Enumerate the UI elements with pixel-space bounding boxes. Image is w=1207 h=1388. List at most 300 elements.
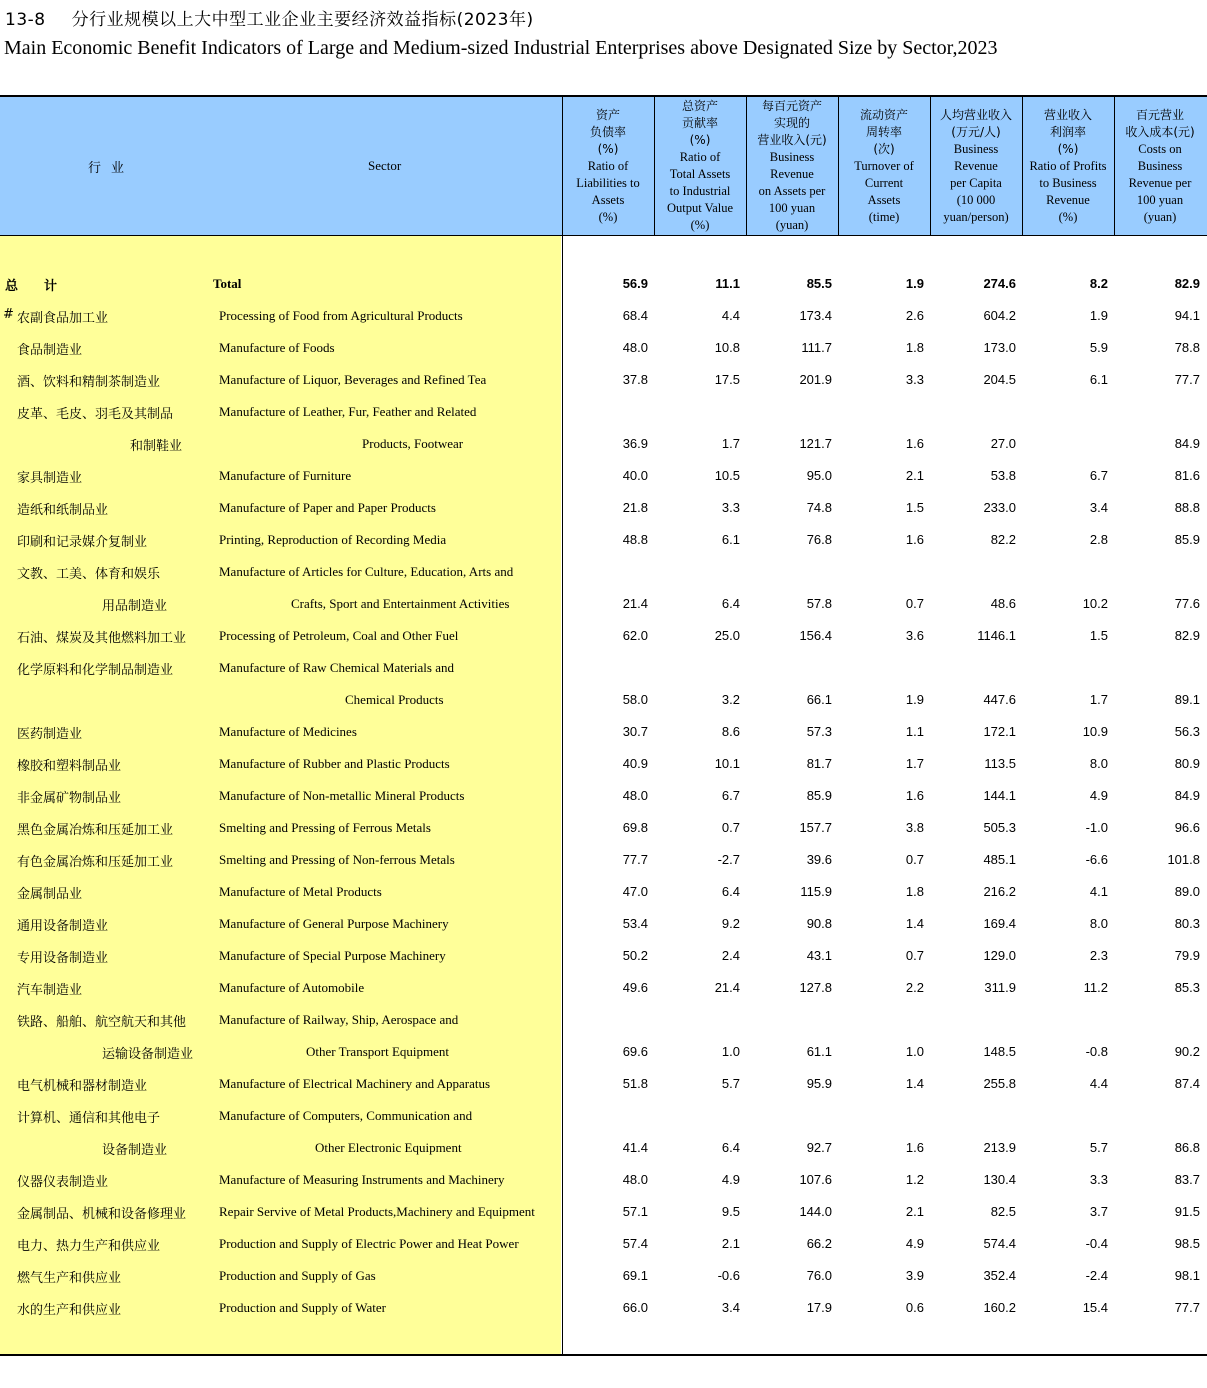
cell-value: 3.7 — [1089, 1204, 1108, 1219]
cell-value: 255.8 — [983, 1076, 1016, 1091]
table-row — [0, 268, 1207, 300]
cell-value: 1.0 — [721, 1044, 740, 1059]
row-label-en: Other Transport Equipment — [306, 1044, 449, 1059]
cell-value: 11.1 — [715, 276, 740, 291]
cell-value: 204.5 — [983, 372, 1016, 387]
row-label-cn: 电气机械和器材制造业 — [17, 1079, 148, 1094]
column-header-line: (yuan) — [775, 218, 809, 232]
table-number: 13-8 — [5, 10, 46, 30]
cell-value: 1.7 — [905, 756, 924, 771]
column-header-line: Assets — [591, 192, 625, 207]
header-sector-cn: 行业 — [88, 161, 135, 176]
cell-value: 144.0 — [799, 1204, 832, 1219]
cell-value: 574.4 — [983, 1236, 1016, 1251]
bottom-rule — [0, 1354, 1207, 1356]
cell-value: 76.8 — [806, 532, 832, 547]
cell-value: 113.5 — [984, 756, 1016, 771]
cell-value: 90.8 — [806, 916, 832, 931]
cell-value: 157.7 — [799, 820, 832, 835]
table-row — [0, 1068, 1207, 1100]
column-header-line: (yuan) — [1143, 209, 1177, 224]
cell-value: 86.8 — [1174, 1140, 1200, 1155]
row-label-cn: 计算机、通信和其他电子 — [17, 1111, 161, 1126]
cell-value: 11.2 — [1083, 980, 1108, 995]
cell-value: 85.5 — [806, 276, 832, 291]
table-row — [0, 844, 1207, 876]
cell-value: 91.5 — [1174, 1204, 1200, 1219]
row-label-en: Manufacture of Foods — [219, 340, 335, 355]
column-header-line: 100 yuan — [1136, 192, 1184, 207]
row-label-en: Manufacture of Non-metallic Mineral Products — [219, 788, 465, 803]
row-label-en: Smelting and Pressing of Non-ferrous Metals — [219, 852, 455, 867]
cell-value: 4.9 — [721, 1172, 740, 1187]
row-label-en: Manufacture of General Purpose Machinery — [219, 916, 449, 931]
cell-value: 5.9 — [1089, 340, 1108, 355]
row-label-en: Manufacture of Articles for Culture, Education, Arts and — [219, 564, 514, 579]
title-cn-text: 分行业规模以上大中型工业企业主要经济效益指标(2023年) — [71, 10, 534, 30]
table-row — [0, 332, 1207, 364]
table-row — [0, 364, 1207, 396]
table-row — [0, 1164, 1207, 1196]
cell-value: 4.4 — [721, 308, 740, 323]
cell-value: 6.4 — [721, 884, 740, 899]
cell-value: 96.6 — [1174, 820, 1200, 835]
cell-value: 48.0 — [622, 788, 648, 803]
cell-value: 1.2 — [905, 1172, 924, 1187]
table-row — [0, 620, 1207, 652]
cell-value: 233.0 — [983, 500, 1016, 515]
column-header-line: (time) — [868, 209, 900, 224]
cell-value: 0.7 — [905, 948, 924, 963]
column-header-line: per Capita — [950, 175, 1002, 190]
row-label-en: Printing, Reproduction of Recording Media — [219, 532, 447, 547]
cell-value: 6.7 — [721, 788, 740, 803]
row-label-cn: 和制鞋业 — [130, 439, 183, 454]
column-header-line: Ratio of Profits — [1029, 158, 1107, 173]
cell-value: 15.4 — [1082, 1300, 1108, 1315]
row-label-cn: 黑色金属冶炼和压延加工业 — [17, 823, 174, 838]
cell-value: 98.5 — [1174, 1236, 1200, 1251]
cell-value: 76.0 — [806, 1268, 832, 1283]
cell-value: 2.4 — [721, 948, 740, 963]
table-row — [0, 972, 1207, 1004]
cell-value: 57.8 — [806, 596, 832, 611]
table-title-cn — [5, 5, 534, 30]
table-row — [0, 1260, 1207, 1292]
cell-value: 37.8 — [622, 372, 648, 387]
column-header-line: (万元/人) — [951, 124, 1001, 139]
table-row — [0, 460, 1207, 492]
row-label-cn: 造纸和纸制品业 — [17, 503, 109, 518]
cell-value: 74.8 — [806, 500, 832, 515]
cell-value: 8.0 — [1089, 916, 1108, 931]
cell-value: 1.7 — [1089, 692, 1108, 707]
cell-value: 95.9 — [806, 1076, 832, 1091]
cell-value: 78.8 — [1174, 340, 1200, 355]
column-header-line: on Assets per — [758, 184, 826, 198]
header-rule — [0, 235, 1207, 236]
column-header-line: Ratio of — [587, 158, 629, 173]
cell-value: 169.4 — [983, 916, 1016, 931]
column-header-line: 总资产 — [681, 99, 718, 113]
row-label-cn: 金属制品、机械和设备修理业 — [17, 1207, 187, 1222]
cell-value: -6.6 — [1085, 852, 1108, 867]
cell-value: 21.4 — [714, 980, 740, 995]
header-sector-en: Sector — [368, 158, 402, 173]
cell-value: 2.6 — [905, 308, 924, 323]
cell-value: 9.2 — [721, 916, 740, 931]
cell-value: 88.8 — [1174, 500, 1200, 515]
cell-value: 604.2 — [983, 308, 1016, 323]
cell-value: 9.5 — [721, 1204, 740, 1219]
row-label-cn: 农副食品加工业 — [17, 311, 109, 326]
table-row — [0, 876, 1207, 908]
cell-value: 0.6 — [905, 1300, 924, 1315]
cell-value: 4.1 — [1089, 884, 1108, 899]
cell-value: 92.7 — [806, 1140, 832, 1155]
row-label-cn: 酒、饮料和精制茶制造业 — [17, 375, 161, 390]
row-label-en: Manufacture of Raw Chemical Materials and — [219, 660, 454, 675]
cell-value: 213.9 — [983, 1140, 1016, 1155]
cell-value: 10.9 — [1082, 724, 1108, 739]
table-row — [0, 492, 1207, 524]
column-header-line: 百元营业 — [1135, 107, 1184, 122]
column-divider — [562, 97, 563, 1354]
column-header-line: (%) — [1057, 141, 1079, 156]
cell-value: 201.9 — [799, 372, 832, 387]
cell-value: 3.2 — [721, 692, 740, 707]
column-divider — [654, 97, 655, 235]
cell-value: 49.6 — [622, 980, 648, 995]
cell-value: 107.6 — [799, 1172, 832, 1187]
table-row — [0, 556, 1207, 588]
cell-value: 69.1 — [622, 1268, 648, 1283]
column-header-line: Costs on — [1138, 141, 1182, 156]
row-label-en: Manufacture of Railway, Ship, Aerospace and — [219, 1012, 459, 1027]
row-label-cn: 水的生产和供应业 — [17, 1303, 122, 1318]
cell-value: 2.8 — [1089, 532, 1108, 547]
cell-value: 4.9 — [1089, 788, 1108, 803]
row-label-cn: 专用设备制造业 — [17, 951, 109, 966]
cell-value: 10.8 — [714, 340, 740, 355]
row-label-en: Production and Supply of Gas — [219, 1268, 376, 1283]
row-label-en: Manufacture of Metal Products — [219, 884, 382, 899]
cell-value: 1.9 — [1089, 308, 1108, 323]
row-label-cn: 用品制造业 — [102, 599, 168, 614]
column-header — [930, 99, 1022, 233]
table-row — [0, 524, 1207, 556]
cell-value: 3.3 — [1089, 1172, 1108, 1187]
cell-value: 3.4 — [721, 1300, 740, 1315]
cell-value: 66.0 — [622, 1300, 648, 1315]
column-header-line: Liabilities to — [576, 175, 640, 190]
cell-value: 1.5 — [905, 500, 924, 515]
row-label-en: Manufacture of Measuring Instruments and Machinery — [219, 1172, 505, 1187]
cell-value: 4.9 — [905, 1236, 924, 1251]
cell-value: 77.7 — [622, 852, 648, 867]
cell-value: 1.6 — [905, 788, 924, 803]
cell-value: 68.4 — [622, 308, 648, 323]
row-label-cn: 通用设备制造业 — [17, 919, 109, 934]
cell-value: 1.6 — [905, 532, 924, 547]
column-header — [654, 99, 746, 233]
cell-value: 111.7 — [801, 340, 832, 355]
column-header-line: 营业收入 — [1043, 107, 1092, 122]
cell-value: 61.1 — [806, 1044, 832, 1059]
cell-value: 80.9 — [1174, 756, 1200, 771]
row-label-en: Manufacture of Computers, Communication and — [219, 1108, 473, 1123]
table-row — [0, 1292, 1207, 1324]
column-header-line: Revenue — [770, 167, 814, 181]
row-label-en: Products, Footwear — [362, 436, 464, 451]
row-label-en: Smelting and Pressing of Ferrous Metals — [219, 820, 431, 835]
cell-value: 89.1 — [1174, 692, 1200, 707]
table-row — [0, 812, 1207, 844]
row-label-cn: 铁路、船舶、航空航天和其他 — [17, 1015, 187, 1030]
cell-value: 1.6 — [905, 1140, 924, 1155]
cell-value: 3.9 — [905, 1268, 924, 1283]
cell-value: 48.0 — [622, 340, 648, 355]
column-header-line: (%) — [690, 218, 710, 232]
table-row — [0, 716, 1207, 748]
cell-value: 274.6 — [983, 276, 1016, 291]
cell-value: 1.4 — [905, 916, 924, 931]
cell-value: -2.4 — [1085, 1268, 1108, 1283]
row-label-cn: 化学原料和化学制品制造业 — [17, 663, 174, 678]
column-header-line: Current — [864, 175, 904, 190]
cell-value: 4.4 — [1089, 1076, 1108, 1091]
cell-value: 0.7 — [905, 596, 924, 611]
cell-value: 2.3 — [1089, 948, 1108, 963]
column-header-line: (%) — [1058, 209, 1078, 224]
cell-value: 485.1 — [983, 852, 1016, 867]
cell-value: 39.6 — [806, 852, 832, 867]
column-header-line: 资产 — [595, 107, 620, 122]
cell-value: 69.6 — [622, 1044, 648, 1059]
row-label-cn: 非金属矿物制品业 — [17, 791, 122, 806]
row-label-cn: 医药制造业 — [17, 727, 83, 742]
row-label-cn: 石油、煤炭及其他燃料加工业 — [17, 631, 187, 646]
cell-value: 17.5 — [714, 372, 740, 387]
row-label-cn: 运输设备制造业 — [102, 1047, 194, 1062]
cell-value: 311.9 — [984, 980, 1016, 995]
cell-value: 30.7 — [622, 724, 648, 739]
cell-value: 10.2 — [1082, 596, 1108, 611]
cell-value: 36.9 — [622, 436, 648, 451]
cell-value: 41.4 — [622, 1140, 648, 1155]
column-header-line: (%) — [689, 133, 711, 147]
table-row — [0, 1228, 1207, 1260]
column-header-line: Business — [1137, 158, 1183, 173]
row-label-cn: 电力、热力生产和供应业 — [17, 1239, 161, 1254]
cell-value: -0.6 — [717, 1268, 740, 1283]
cell-value: 40.9 — [622, 756, 648, 771]
cell-value: -2.7 — [717, 852, 740, 867]
column-header-line: 实现的 — [773, 116, 810, 130]
cell-value: 57.1 — [622, 1204, 648, 1219]
table-row — [0, 1196, 1207, 1228]
cell-value: 1.9 — [905, 692, 924, 707]
cell-value: 57.4 — [622, 1236, 648, 1251]
cell-value: 84.9 — [1174, 788, 1200, 803]
cell-value: 5.7 — [1089, 1140, 1108, 1155]
cell-value: 53.8 — [990, 468, 1016, 483]
row-label-en: Manufacture of Liquor, Beverages and Refined Tea — [219, 372, 487, 387]
column-header-line: Revenue per — [1128, 175, 1192, 190]
cell-value: 10.1 — [714, 756, 740, 771]
column-header-line: yuan/person) — [943, 209, 1009, 224]
row-label-en: Manufacture of Electrical Machinery and Apparatus — [219, 1076, 491, 1091]
column-header-line: Business — [769, 150, 815, 164]
cell-value: 94.1 — [1174, 308, 1200, 323]
row-label-cn: 皮革、毛皮、羽毛及其制品 — [17, 407, 174, 422]
cell-value: 352.4 — [983, 1268, 1016, 1283]
row-label-cn: 金属制品业 — [17, 887, 83, 902]
cell-value: 98.1 — [1174, 1268, 1200, 1283]
row-label-cn: 仪器仪表制造业 — [17, 1175, 109, 1190]
row-label-cn: 家具制造业 — [17, 471, 83, 486]
cell-value: 27.0 — [990, 436, 1016, 451]
cell-value: 130.4 — [983, 1172, 1016, 1187]
table-row — [0, 780, 1207, 812]
cell-value: 66.1 — [806, 692, 832, 707]
column-header-line: 收入成本(元) — [1125, 124, 1195, 139]
table-row — [0, 1004, 1207, 1036]
row-label-cn: 文教、工美、体育和娱乐 — [17, 567, 161, 582]
cell-value: 1146.1 — [977, 628, 1016, 643]
row-label-cn: 燃气生产和供应业 — [17, 1271, 122, 1286]
cell-value: 69.8 — [622, 820, 648, 835]
cell-value: 48.0 — [622, 1172, 648, 1187]
column-header-line: (%) — [597, 141, 619, 156]
cell-value: 0.7 — [721, 820, 740, 835]
cell-value: 447.6 — [983, 692, 1016, 707]
row-label-cn: 印刷和记录媒介复制业 — [17, 535, 148, 550]
cell-value: 87.4 — [1174, 1076, 1200, 1091]
cell-value: 8.6 — [721, 724, 740, 739]
cell-value: 0.7 — [905, 852, 924, 867]
cell-value: 1.7 — [721, 436, 740, 451]
column-header-line: 100 yuan — [768, 201, 816, 215]
cell-value: 84.9 — [1174, 436, 1200, 451]
column-header-line: Output Value — [666, 201, 734, 215]
cell-value: 1.9 — [905, 276, 924, 291]
table-row — [0, 908, 1207, 940]
cell-value: 10.5 — [714, 468, 740, 483]
cell-value: 173.0 — [983, 340, 1016, 355]
cell-value: 48.6 — [990, 596, 1016, 611]
column-header-line: (次) — [873, 141, 895, 156]
cell-value: 148.5 — [983, 1044, 1016, 1059]
column-header-line: 贡献率 — [681, 116, 718, 130]
column-header-line: (%) — [598, 209, 618, 224]
cell-value: 82.9 — [1174, 628, 1200, 643]
cell-value: 1.8 — [905, 884, 924, 899]
cell-value: 57.3 — [806, 724, 832, 739]
cell-value: 77.7 — [1174, 372, 1200, 387]
cell-value: 3.3 — [905, 372, 924, 387]
cell-value: 8.0 — [1089, 756, 1108, 771]
cell-value: 6.1 — [1089, 372, 1108, 387]
cell-value: 5.7 — [721, 1076, 740, 1091]
row-label-en: Chemical Products — [345, 692, 444, 707]
cell-value: 160.2 — [983, 1300, 1016, 1315]
column-header-line: Business — [953, 141, 999, 156]
cell-value: 3.3 — [721, 500, 740, 515]
cell-value: 85.9 — [1174, 532, 1200, 547]
cell-value: -1.0 — [1085, 820, 1108, 835]
cell-value: 80.3 — [1174, 916, 1200, 931]
cell-value: 1.8 — [905, 340, 924, 355]
cell-value: 82.2 — [990, 532, 1016, 547]
column-divider — [1022, 97, 1023, 235]
cell-value: 85.3 — [1174, 980, 1200, 995]
cell-value: 56.9 — [622, 276, 648, 291]
column-divider — [1114, 97, 1115, 235]
top-rule — [0, 95, 1207, 97]
cell-value: 89.0 — [1174, 884, 1200, 899]
cell-value: 62.0 — [622, 628, 648, 643]
cell-value: 6.4 — [721, 596, 740, 611]
cell-value: 81.7 — [806, 756, 832, 771]
column-header-line: 周转率 — [865, 124, 902, 139]
row-label-en: Manufacture of Paper and Paper Products — [219, 500, 436, 515]
column-header-line: to Business — [1039, 175, 1097, 190]
cell-value: 95.0 — [806, 468, 832, 483]
cell-value: 121.7 — [799, 436, 832, 451]
table-row — [0, 1100, 1207, 1132]
table-row — [0, 940, 1207, 972]
cell-value: 79.9 — [1174, 948, 1200, 963]
row-label-en: Manufacture of Special Purpose Machinery — [219, 948, 446, 963]
row-label-cn: 食品制造业 — [17, 343, 83, 358]
table-row — [0, 684, 1207, 716]
row-label-cn: 设备制造业 — [102, 1143, 168, 1158]
column-header-line: 每百元资产 — [761, 99, 822, 113]
cell-value: 8.2 — [1089, 276, 1108, 291]
cell-value: 6.4 — [721, 1140, 740, 1155]
cell-value: 2.1 — [721, 1236, 740, 1251]
table-row — [0, 1132, 1207, 1164]
row-label-en: Processing of Petroleum, Coal and Other Fuel — [219, 628, 459, 643]
row-marker: # — [3, 307, 14, 322]
cell-value: 2.1 — [905, 1204, 924, 1219]
cell-value: 77.6 — [1174, 596, 1200, 611]
row-label-cn: 橡胶和塑料制品业 — [17, 759, 122, 774]
cell-value: 216.2 — [983, 884, 1016, 899]
cell-value: 85.9 — [806, 788, 832, 803]
cell-value: 66.2 — [806, 1236, 832, 1251]
table-row — [0, 396, 1207, 428]
row-label-en: Manufacture of Medicines — [219, 724, 357, 739]
cell-value: 82.9 — [1174, 276, 1200, 291]
cell-value: 101.8 — [1167, 852, 1200, 867]
cell-value: 3.4 — [1089, 500, 1108, 515]
cell-value: -0.8 — [1085, 1044, 1108, 1059]
row-label-en: Manufacture of Furniture — [219, 468, 352, 483]
table-row — [0, 748, 1207, 780]
cell-value: 83.7 — [1174, 1172, 1200, 1187]
column-divider — [930, 97, 931, 235]
cell-value: 90.2 — [1174, 1044, 1200, 1059]
row-label-en: Processing of Food from Agricultural Products — [219, 308, 463, 323]
cell-value: 156.4 — [799, 628, 832, 643]
row-label-en: Production and Supply of Electric Power and Heat Power — [219, 1236, 519, 1251]
column-header-line: 流动资产 — [859, 107, 908, 122]
cell-value: 173.4 — [799, 308, 832, 323]
cell-value: 127.8 — [799, 980, 832, 995]
table-row — [0, 652, 1207, 684]
